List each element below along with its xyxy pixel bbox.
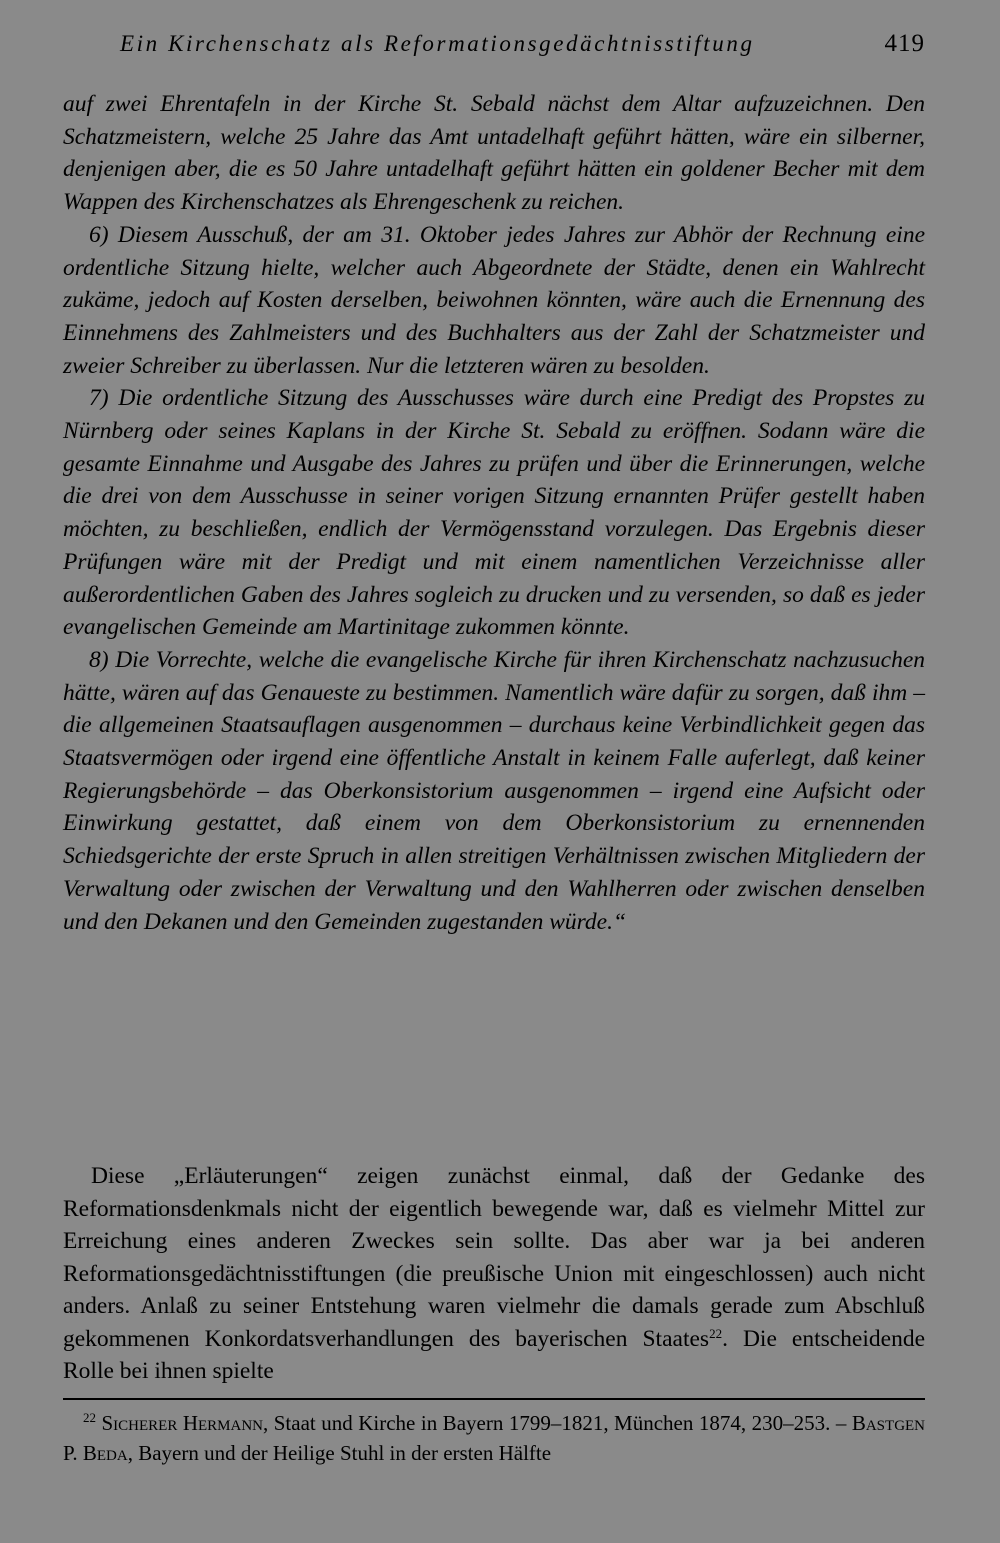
body-paragraph-text-end: . Die entscheidende Rolle bei ihnen spielte xyxy=(63,1325,925,1384)
footnote-text: , Staat und Kirche in Bayern 1799–1821, München 1874, 230–253. – xyxy=(263,1411,852,1435)
footnote-author: Sicherer Hermann xyxy=(101,1411,264,1435)
italic-paragraph: 8) Die Vorrechte, welche die evangelische Kirche für ihren Kirchenschatz nachzusuchen hätte, wären auf das Genaueste zu bestimmen. Namentlich wäre dafür zu sorgen, daß ihm – die allgemeinen Staatsauflagen ausgenommen – durchaus keine Verbindlichkeit gegen das Staatsvermögen oder irgend eine öffentliche Anstalt in keinem Falle auferlegt, daß keiner Regierungsbehörde – das Oberkonsistorium ausgenommen – irgend eine Aufsicht oder Einwirkung gestattet, daß einem von dem Oberkonsistorium zu ernennenden Schiedsgerichte der erste Spruch in allen streitigen Verhältnissen zwischen Mitgliedern der Verwaltung oder zwischen der Verwaltung und den Wahlherren oder zwischen denselben und den Dekanen und den Gemeinden zugestanden würde.“ xyxy=(63,646,925,935)
footnote-text: , Bayern und der Heilige Stuhl in der ersten Hälfte xyxy=(127,1441,552,1465)
footnote-author: Bastgen P. Beda xyxy=(63,1411,926,1465)
page-number: 419 xyxy=(884,30,925,57)
running-header xyxy=(120,30,925,64)
footnote-divider xyxy=(63,1398,925,1400)
running-title: Ein Kirchenschatz als Reformationsgedächtnisstiftung xyxy=(120,31,755,56)
footnote-22 xyxy=(63,1408,925,1468)
italic-quoted-section xyxy=(63,88,925,938)
body-paragraph xyxy=(63,1160,925,1388)
italic-paragraph: 7) Die ordentliche Sitzung des Ausschusses wäre durch eine Predigt des Propstes zu Nürnberg oder seines Kaplans in der Kirche St. Sebald zu eröffnen. Sodann wäre die gesamte Einnahme und Ausgabe des Jahres zu prüfen und über die Erinnerungen, welche die drei von dem Ausschusse in seiner vorigen Sitzung ernannten Prüfer gestellt haben möchten, zu beschließen, endlich der Vermögensstand vorzulegen. Das Ergebnis dieser Prüfungen wäre mit der Predigt und mit einem namentlichen Verzeichnisse aller außerordentlichen Gaben des Jahres sogleich zu drucken und zu versenden, so daß es jeder evangelischen Gemeinde am Martinitage zukommen könnte. xyxy=(63,385,925,641)
footnote-number: 22 xyxy=(83,1410,96,1425)
footnote-reference: 22 xyxy=(709,1325,723,1341)
main-text xyxy=(63,1160,925,1388)
italic-paragraph: auf zwei Ehrentafeln in der Kirche St. Sebald nächst dem Altar aufzuzeichnen. Den Schatzmeistern, welche 25 Jahre das Amt untadelhaft geführt hätten, wäre ein silberner, denjenigen aber, die es 50 Jahre untadelhaft geführt hätten ein goldener Becher mit dem Wappen des Kirchenschatzes als Ehrengeschenk zu reichen. xyxy=(63,91,925,216)
body-paragraph-text: Diese „Erläuterungen“ zeigen zunächst einmal, daß der Gedanke des Reformationsdenkmals nicht der eigentlich bewegende war, daß es vielmehr Mittel zur Erreichung eines anderen Zweckes sein sollte. Das aber war ja bei anderen Reformationsgedächtnisstiftungen (die preußische Union mit eingeschlossen) auch nicht anders. Anlaß zu seiner Entstehung waren vielmehr die damals gerade zum Abschluß gekommenen Konkordatsverhandlungen des bayerischen Staates xyxy=(63,1163,925,1352)
footnotes xyxy=(63,1408,925,1468)
italic-paragraph: 6) Diesem Ausschuß, der am 31. Oktober jedes Jahres zur Abhör der Rechnung eine ordentliche Sitzung hielte, welcher auch Abgeordnete der Städte, denen ein Wahlrecht zukäme, jedoch auf Kosten derselben, beiwohnen könnten, wäre auch die Ernennung des Einnehmens des Zahlmeisters und des Buchhalters aus der Zahl der Schatzmeister und zweier Schreiber zu überlassen. Nur die letzteren wären zu besolden. xyxy=(63,221,925,379)
